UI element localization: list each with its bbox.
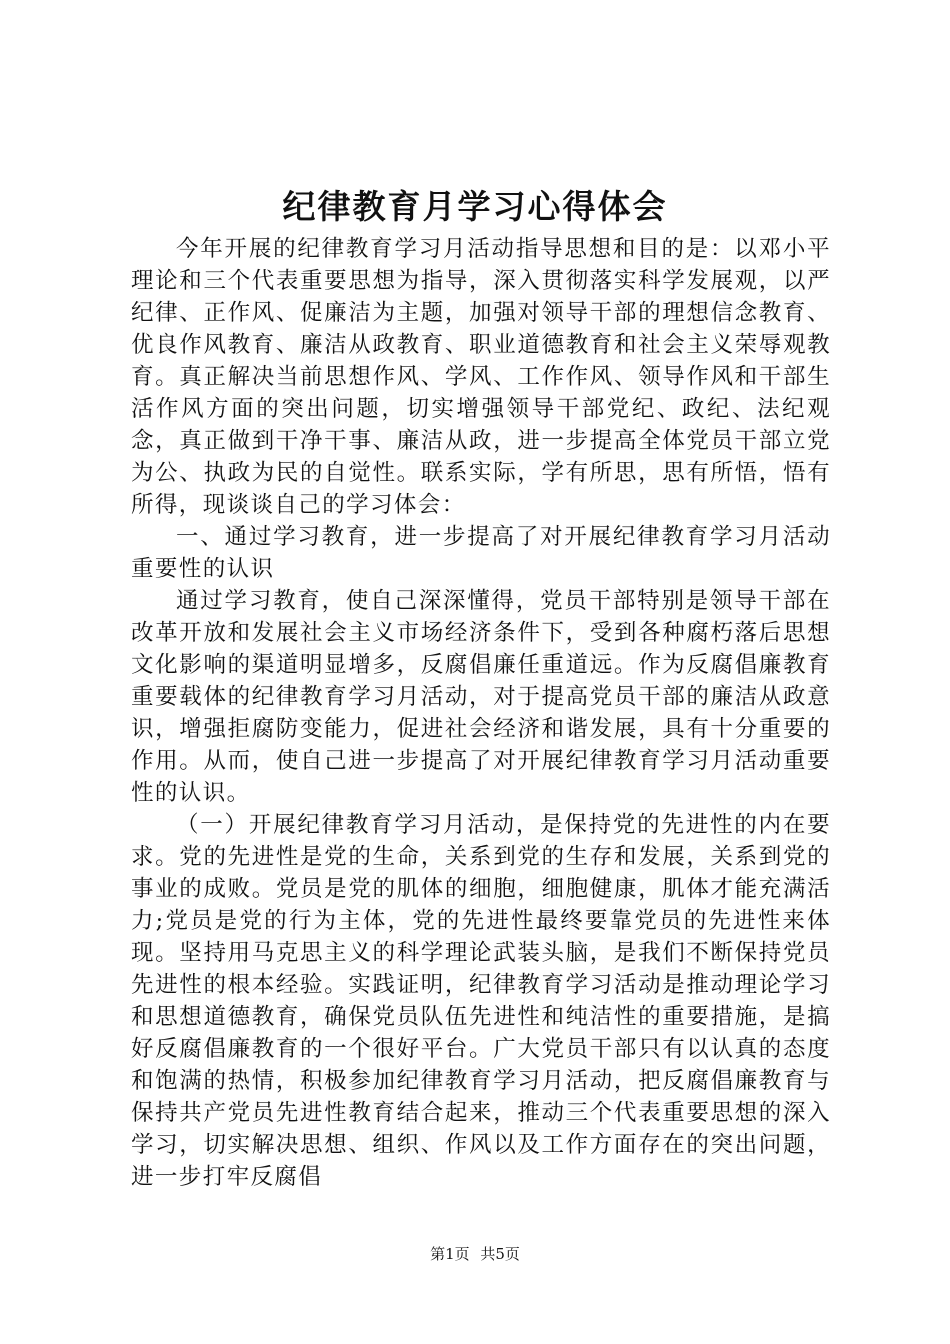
section-heading-1: 一、通过学习教育，进一步提高了对开展纪律教育学习月活动重要性的认识 <box>131 524 831 582</box>
paragraph-section-1: 通过学习教育，使自己深深懂得，党员干部特别是领导干部在改革开放和发展社会主义市场经济条件下，受到各种腐朽落后思想文化影响的渠道明显增多，反腐倡廉任重道远。作为反腐倡廉教育重要载体的纪律教育学习月活动，对于提高党员干部的廉洁从政意识，增强拒腐防变能力，促进社会经济和谐发展，具有十分重要的作用。从而，使自己进一步提高了对开展纪律教育学习月活动重要性的认识。 <box>131 588 831 806</box>
document-body <box>131 233 831 1193</box>
paragraph-intro: 今年开展的纪律教育学习月活动指导思想和目的是：以邓小平理论和三个代表重要思想为指导，深入贯彻落实科学发展观，以严纪律、正作风、促廉洁为主题，加强对领导干部的理想信念教育、优良作风教育、廉洁从政教育、职业道德教育和社会主义荣辱观教育。真正解决当前思想作风、学风、工作作风、领导作风和干部生活作风方面的突出问题，切实增强领导干部党纪、政纪、法纪观念，真正做到干净干事、廉洁从政，进一步提高全体党员干部立党为公、执政为民的自觉性。联系实际，学有所思，思有所悟，悟有所得，现谈谈自己的学习体会： <box>131 236 831 518</box>
paragraph-subsection-1: （一）开展纪律教育学习月活动，是保持党的先进性的内在要求。党的先进性是党的生命，关系到党的生存和发展，关系到党的事业的成败。党员是党的肌体的细胞，细胞健康，肌体才能充满活力;党员是党的行为主体，党的先进性最终要靠党员的先进性来体现。坚持用马克思主义的科学理论武装头脑，是我们不断保持党员先进性的根本经验。实践证明，纪律教育学习活动是推动理论学习和思想道德教育，确保党员队伍先进性和纯洁性的重要措施，是搞好反腐倡廉教育的一个很好平台。广大党员干部只有以认真的态度和饱满的热情，积极参加纪律教育学习月活动，把反腐倡廉教育与保持共产党员先进性教育结合起来，推动三个代表重要思想的深入学习，切实解决思想、组织、作风以及工作方面存在的突出问题，进一步打牢反腐倡 <box>131 812 831 1190</box>
page-number: 第1页 <box>430 1245 470 1263</box>
document-title: 纪律教育月学习心得体会 <box>282 187 668 226</box>
page-total: 共5页 <box>480 1245 520 1263</box>
page-footer <box>0 1244 950 1264</box>
